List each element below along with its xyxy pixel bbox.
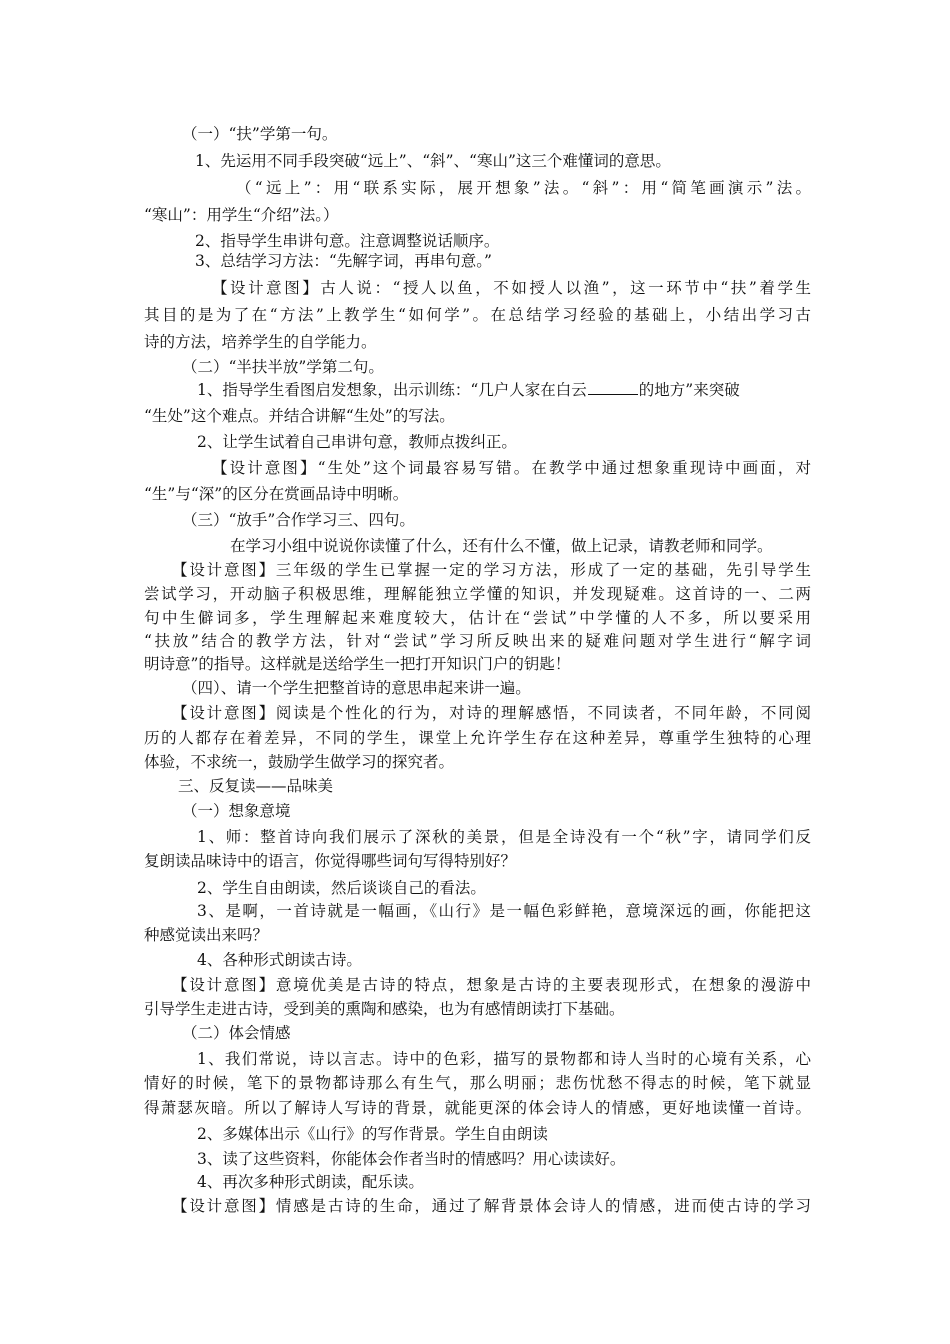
design-intent-line: 【设计意图】“生处”这个词最容易写错。在教学中通过想象重现诗中画面，对 (212, 459, 811, 477)
paragraph-line: 在学习小组中说说你读懂了什么，还有什么不懂，做上记录，请教老师和同学。 (230, 537, 773, 555)
paragraph-line: 4、各种形式朗读古诗。 (197, 951, 362, 969)
paragraph-line: 2、多媒体出示《山行》的写作背景。学生自由朗读 (197, 1125, 548, 1143)
design-intent-line: 【设计意图】意境优美是古诗的特点，想象是古诗的主要表现形式，在想象的漫游中 (172, 976, 811, 994)
section-heading: （二）体会情感 (182, 1024, 291, 1042)
fill-in-blank (588, 380, 638, 395)
paragraph-line: 尝试学习，开动脑子积极思维，理解能独立学懂的知识，并发现疑难。这首诗的一、二两 (144, 585, 811, 603)
paragraph-line: 明诗意”的指导。这样就是送给学生一把打开知识门户的钥匙！ (144, 655, 571, 673)
paragraph-line: 1、我们常说，诗以言志。诗中的色彩，描写的景物都和诗人当时的心境有关系，心 (197, 1050, 811, 1068)
paragraph-line: 得萧瑟灰暗。所以了解诗人写诗的背景，就能更深的体会诗人的情感，更好地读懂一首诗。 (144, 1099, 811, 1117)
paragraph-line: “寒山”：用学生“介绍”法。） (144, 206, 339, 224)
paragraph-line: “生处”这个难点。并结合讲解“生处”的写法。 (144, 407, 455, 425)
section-heading: （一）想象意境 (182, 802, 291, 820)
paragraph-line: 句中生僻词多，学生理解起来难度较大，估计在“尝试”中学懂的人不多，所以要采用 (144, 609, 811, 627)
paragraph-line: 1、师：整首诗向我们展示了深秋的美景，但是全诗没有一个“秋”字，请同学们反 (197, 828, 811, 846)
paragraph-line: 4、再次多种形式朗读，配乐读。 (197, 1173, 424, 1191)
paragraph-line: 引导学生走进古诗，受到美的熏陶和感染，也为有感情朗读打下基础。 (144, 1000, 625, 1018)
paragraph-line: 2、指导学生串讲句意。注意调整说话顺序。 (195, 232, 500, 250)
paragraph-line: 3、总结学习方法：“先解字词，再串句意。” (195, 252, 492, 270)
design-intent-line: 【设计意图】古人说：“授人以鱼，不如授人以渔”，这一环节中“扶”着学生 (212, 279, 811, 297)
paragraph-line: 情好的时候，笔下的景物都诗那么有生气，那么明丽；悲伤忧愁不得志的时候，笔下就显 (144, 1074, 811, 1092)
design-intent-line: 【设计意图】三年级的学生已掌握一定的学习方法，形成了一定的基础，先引导学生 (172, 561, 811, 579)
paragraph-line: 3、读了这些资料，你能体会作者当时的情感吗？用心读读好。 (197, 1150, 626, 1168)
section-heading-1: （一）“扶”学第一句。 (182, 125, 338, 143)
paragraph-line: 复朗读品味诗中的语言，你觉得哪些词句写得特别好？ (144, 852, 517, 870)
paragraph-line: “扶放”结合的教学方法，针对“尝试”学习所反映出来的疑难问题对学生进行“解字词 (144, 632, 811, 650)
chapter-heading: 三、反复读——品味美 (178, 777, 334, 795)
paragraph-line: 体验，不求统一，鼓励学生做学习的探究者。 (144, 753, 455, 771)
blank-prefix: 1、指导学生看图启发想象，出示训练：“几户人家在白云 (197, 381, 587, 399)
paragraph-line: 3、是啊，一首诗就是一幅画，《山行》是一幅色彩鲜艳，意境深远的画，你能把这 (197, 902, 811, 920)
paragraph-line: “生”与“深”的区分在赏画品诗中明晰。 (144, 485, 409, 503)
paragraph-line: 2、让学生试着自己串讲句意，教师点拨纠正。 (197, 433, 517, 451)
paragraph-line: 2、学生自由朗读，然后谈谈自己的看法。 (197, 879, 486, 897)
paragraph-line: 诗的方法，培养学生的自学能力。 (144, 333, 377, 351)
design-intent-line: 【设计意图】阅读是个性化的行为，对诗的理解感悟，不同读者，不同年龄，不同阅 (172, 704, 811, 722)
paragraph-line: 历的人都存在着差异，不同的学生，课堂上允许学生存在这种差异，尊重学生独特的心理 (144, 729, 811, 747)
paragraph-line: 其目的是为了在“方法”上教学生“如何学”。在总结学习经验的基础上，小结出学习古 (144, 306, 811, 324)
blank-suffix: 的地方”来突破 (638, 381, 740, 399)
design-intent-line: 【设计意图】情感是古诗的生命，通过了解背景体会诗人的情感，进而使古诗的学习 (172, 1197, 811, 1215)
section-heading-2: （二）“半扶半放”学第二句。 (182, 358, 384, 376)
paragraph-line: 种感觉读出来吗？ (144, 926, 269, 944)
paragraph-line: （“远上”：用“联系实际，展开想象”法。“斜”：用“简笔画演示”法。 (236, 179, 811, 197)
paragraph-line: 1、先运用不同手段突破“远上”、“斜”、“寒山”这三个难懂词的意思。 (195, 152, 671, 170)
section-heading-4: （四）、请一个学生把整首诗的意思串起来讲一遍。 (182, 679, 531, 697)
section-heading-3: （三）“放手”合作学习三、四句。 (182, 511, 415, 529)
paragraph-line-with-blank (197, 380, 811, 400)
